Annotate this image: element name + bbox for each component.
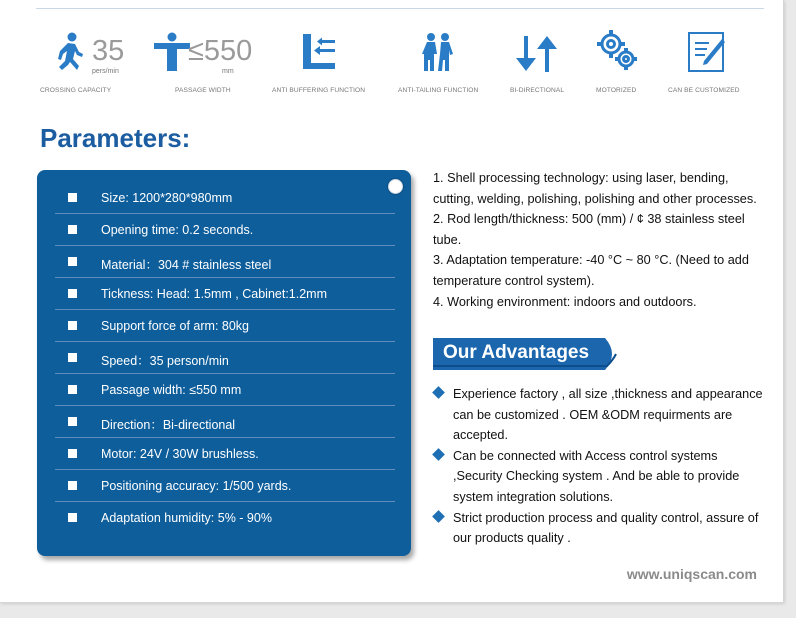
feature-caption: CAN BE CUSTOMIZED	[668, 87, 740, 94]
diamond-bullet-icon	[432, 386, 445, 399]
advantage-item	[433, 508, 768, 549]
square-bullet-icon	[68, 321, 77, 330]
spec-row	[55, 214, 395, 246]
process-note: 1. Shell processing technology: using laser, bending, cutting, welding, polishing, polishing and other processes.	[433, 171, 757, 206]
spec-row	[55, 278, 395, 310]
crossing-capacity-unit: pers/min	[92, 68, 119, 75]
advantage-text: Can be connected with Access control systems ,Security Checking system . And be able to provide system integration solutions.	[453, 448, 740, 504]
spec-row	[55, 438, 395, 470]
passage-width-value: ≤550	[188, 35, 253, 67]
process-note: 4. Working environment: indoors and outdoors.	[433, 294, 697, 309]
spec-text: Direction：Bi-directional	[101, 418, 236, 432]
spec-row	[55, 470, 395, 502]
parameters-heading: Parameters:	[40, 123, 191, 153]
process-note: 2. Rod length/thickness: 500 (mm) / ¢ 38 stainless steel tube.	[433, 212, 745, 247]
feature-caption: ANTI BUFFERING FUNCTION	[272, 87, 366, 94]
gears-icon	[595, 28, 641, 74]
feature-caption: BI-DIRECTIONAL	[510, 87, 565, 94]
document-pen-icon	[687, 30, 727, 74]
advantage-text: Strict production process and quality control, assure of our products quality .	[453, 510, 759, 546]
passage-width-icon	[152, 32, 192, 72]
diamond-bullet-icon	[432, 510, 445, 523]
feature-icon-row	[0, 28, 783, 98]
spec-text: Adaptation humidity: 5% - 90%	[101, 511, 272, 525]
spec-text: Motor: 24V / 30W brushless.	[101, 447, 259, 461]
advantages-list	[433, 384, 768, 549]
advantage-item	[433, 446, 768, 508]
spec-row	[55, 342, 395, 374]
spec-text: Support force of arm: 80kg	[101, 319, 249, 333]
diamond-bullet-icon	[432, 448, 445, 461]
spec-row	[55, 406, 395, 438]
spec-row	[55, 182, 395, 214]
square-bullet-icon	[68, 417, 77, 426]
website-link[interactable]: www.uniqscan.com	[626, 566, 757, 582]
advantage-item	[433, 384, 768, 446]
square-bullet-icon	[68, 225, 77, 234]
feature-caption: CROSSING CAPACITY	[40, 87, 112, 94]
bi-directional-arrows-icon	[514, 34, 558, 74]
anti-tailing-icon	[418, 32, 458, 72]
spec-text: Size: 1200*280*980mm	[101, 191, 233, 205]
spec-text: Tickness: Head: 1.5mm , Cabinet:1.2mm	[101, 287, 328, 301]
spec-text: Speed：35 person/min	[101, 354, 229, 368]
square-bullet-icon	[68, 257, 77, 266]
spec-text: Material：304 # stainless steel	[101, 258, 272, 272]
process-notes	[433, 168, 763, 312]
spec-row	[55, 374, 395, 406]
square-bullet-icon	[68, 449, 77, 458]
feature-caption: ANTI-TAILING FUNCTION	[398, 87, 479, 94]
spec-row	[55, 310, 395, 342]
advantages-title: Our Advantages	[443, 342, 590, 363]
square-bullet-icon	[68, 193, 77, 202]
square-bullet-icon	[68, 481, 77, 490]
anti-buffering-icon	[298, 32, 338, 72]
square-bullet-icon	[68, 289, 77, 298]
passage-width-unit: mm	[222, 68, 234, 75]
spec-row	[55, 246, 395, 278]
spec-text: Opening time: 0.2 seconds.	[101, 223, 254, 237]
feature-caption: MOTORIZED	[596, 87, 637, 94]
crossing-capacity-value: 35	[92, 35, 125, 67]
square-bullet-icon	[68, 353, 77, 362]
square-bullet-icon	[68, 513, 77, 522]
feature-caption: PASSAGE WIDTH	[175, 87, 231, 94]
square-bullet-icon	[68, 385, 77, 394]
advantages-banner	[433, 338, 623, 370]
spec-panel	[37, 170, 411, 556]
pedestrian-icon	[48, 32, 88, 72]
advantage-text: Experience factory , all size ,thickness and appearance can be customized . OEM &ODM requirments are accepted.	[453, 387, 763, 443]
spec-text: Passage width: ≤550 mm	[101, 383, 242, 397]
process-note: 3. Adaptation temperature: -40 °C ~ 80 °C. (Need to add temperature control system).	[433, 253, 749, 288]
top-divider	[36, 8, 764, 9]
spec-text: Positioning accuracy: 1/500 yards.	[101, 479, 292, 493]
spec-row	[55, 502, 395, 533]
